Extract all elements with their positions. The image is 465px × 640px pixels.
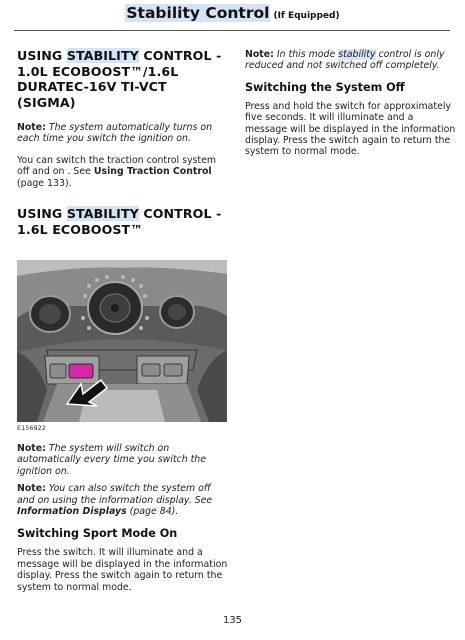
note-text: The system automatically turns on each time you switch the ignition on.: [17, 122, 213, 145]
switch-off-heading: Switching the System Off: [245, 80, 405, 94]
note-label: Note:: [17, 443, 46, 455]
page-title-suffix: (If Equipped): [273, 11, 340, 21]
heading-text: USING: [17, 48, 67, 63]
heading-highlight: STABILITY: [66, 48, 139, 63]
traction-paragraph: [17, 155, 229, 189]
sport-mode-paragraph: Press the switch. It will illuminate and a message will be displayed in the information display. Press the switch again to return the system to normal mode.: [17, 547, 228, 593]
heading-highlight: STABILITY: [66, 206, 139, 222]
switch-off-paragraph: Press and hold the switch for approximately five seconds. It will illuminate and a message will be displayed in the information display. Press the switch again to return the system to normal mode.: [245, 100, 456, 158]
note-label: Note:: [17, 122, 46, 133]
heading-text: USING: [17, 206, 67, 222]
cross-reference-link[interactable]: Using Traction Control: [93, 166, 212, 178]
note-auto-switch: [17, 443, 229, 477]
note-info-display: [17, 483, 229, 517]
page-title-main: Stability Control: [126, 4, 270, 22]
note-text: You can also switch the system off and on using the information display. See: [17, 483, 213, 506]
note-reduced-mode: [245, 49, 457, 72]
note-label: Note:: [17, 483, 46, 495]
right-column: [245, 48, 457, 158]
note-text: control is only reduced and not switched off completely.: [245, 49, 445, 72]
note-text: The system will switch on automatically every time you switch the ignition on.: [17, 443, 207, 477]
heading-text: CONTROL - 1.6L ECOBOOST™: [17, 206, 222, 237]
page-reference: (page 84).: [126, 506, 179, 518]
sport-mode-heading: Switching Sport Mode On: [17, 527, 178, 541]
figure-id: E156922: [17, 424, 46, 433]
page-title: [0, 4, 465, 22]
paragraph-text: You can switch the traction control system off and on . See: [17, 154, 216, 178]
note-text: In this mode: [273, 49, 339, 60]
note-label: Note:: [245, 49, 274, 60]
note-highlight: stability: [338, 49, 376, 60]
header-divider: [14, 30, 450, 31]
cross-reference-link[interactable]: Information Displays: [17, 506, 127, 518]
page-reference: (page 133).: [17, 177, 72, 189]
page-number: 135: [222, 615, 243, 626]
heading-text: CONTROL - 1.0L ECOBOOST™/1.6L DURATEC-16V TI-VCT (SIGMA): [17, 48, 222, 110]
section-heading-2: [17, 206, 227, 237]
section-heading-1: [17, 48, 227, 110]
note-auto-on: [17, 122, 229, 145]
page-header: [0, 0, 465, 33]
left-column: [17, 48, 229, 593]
console-drawing: [17, 260, 227, 422]
dashboard-illustration: [17, 260, 227, 433]
